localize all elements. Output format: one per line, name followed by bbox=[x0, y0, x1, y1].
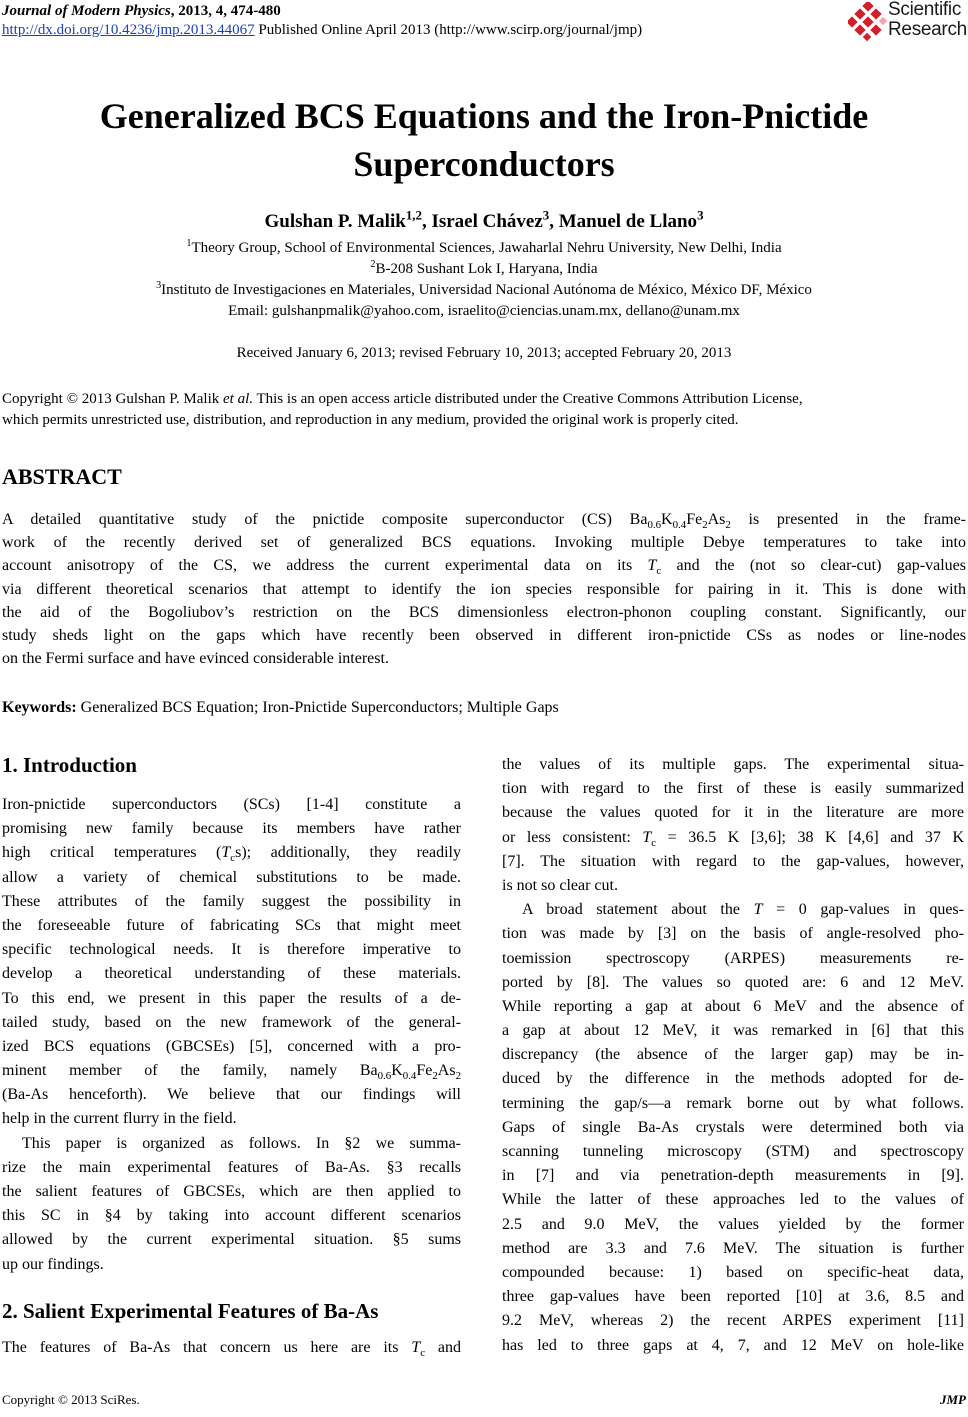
text-line: this SC in §4 by taking into account different scenarios bbox=[2, 1207, 461, 1225]
text-line: the foreseeable future of fabricating SCs that might meet bbox=[2, 916, 461, 934]
text-line: allowed by the current experimental situation. §5 sums bbox=[2, 1231, 461, 1249]
author-2: , Israel Chávez bbox=[421, 211, 543, 232]
text-line: the salient features of GBCSEs, which are then applied to bbox=[2, 1183, 461, 1200]
logo-line-2: Research bbox=[888, 19, 967, 40]
copyright-line-2: which permits unrestricted use, distribution, and reproduction in any medium, provided the original work is properly cited. bbox=[2, 412, 739, 428]
text-line: a gap at about 12 MeV, it was remarked in [6] that this bbox=[502, 1022, 964, 1040]
footer-copyright: Copyright © 2013 SciRes. bbox=[2, 1392, 140, 1407]
text-line: scanning tunneling microscopy (STM) and spectroscopy bbox=[502, 1143, 964, 1160]
text-line: (Ba-As henceforth). We believe that our findings will bbox=[2, 1086, 461, 1104]
text-line: 9.2 MeV, whereas 2) the recent ARPES experiment [11] bbox=[502, 1312, 964, 1330]
text-line: A broad statement about the T = 0 gap-values in ques- bbox=[522, 901, 964, 919]
copyright-line-1 bbox=[2, 389, 966, 410]
text-line: While the latter of these approaches led to the values of bbox=[502, 1191, 964, 1209]
keywords-text: Generalized BCS Equation; Iron-Pnictide Superconductors; Multiple Gaps bbox=[76, 699, 559, 716]
affiliation-3-sup: 3 bbox=[156, 280, 162, 291]
abstract-line: the aid of the Bogoliubov’s restriction on the BCS dimensionless electron-phonon coupling constant. Significantly, our bbox=[2, 603, 966, 621]
doi-line bbox=[2, 21, 642, 39]
abstract-line: work of the recently derived set of generalized BCS equations. Invoking multiple Debye temperatures to take into bbox=[2, 534, 966, 552]
text-line: 2.5 and 9.0 MeV, the values yielded by the former bbox=[502, 1215, 964, 1233]
received-dates: Received January 6, 2013; revised February 10, 2013; accepted February 20, 2013 bbox=[236, 345, 732, 361]
affiliation-2 bbox=[0, 259, 968, 280]
affiliation-2-text: B-208 Sushant Lok I, Haryana, India bbox=[375, 261, 598, 277]
published-online: Published Online April 2013 (http://www.scirp.org/journal/jmp) bbox=[254, 22, 643, 38]
author-3-affil: 3 bbox=[697, 207, 704, 223]
text-line: This paper is organized as follows. In §2 we summa- bbox=[22, 1134, 461, 1152]
text-line: rize the main experimental features of Ba-As. §3 recalls bbox=[2, 1158, 461, 1176]
abstract-line: via different theoretical scenarios that attempt to identify the ion species responsible for pairing in it. This is done with bbox=[2, 580, 966, 598]
paper-title bbox=[0, 92, 968, 188]
text-line: high critical temperatures $(T_cs)$; additionally, they readily bbox=[2, 844, 461, 865]
doi-link[interactable]: http://dx.doi.org/10.4236/jmp.2013.44067 bbox=[2, 22, 255, 38]
journal-issue: , 2013, 4, 474-480 bbox=[170, 3, 281, 19]
copyright-text-b: This is an open access article distributed under the Creative Commons Attribution License, bbox=[253, 391, 803, 407]
journal-name: Journal of Modern Physics bbox=[2, 3, 171, 19]
abstract-line: on the Fermi surface and have evinced considerable interest. bbox=[2, 650, 389, 668]
affiliation-3-text: Instituto de Investigaciones en Materiales, Universidad Nacional Autónoma de México, México DF, México bbox=[161, 282, 812, 298]
text-line: compounded because: 1) based on specific-heat data, bbox=[502, 1263, 964, 1281]
keywords-label: Keywords: bbox=[2, 699, 77, 716]
copyright-et-al: et al. bbox=[223, 391, 253, 407]
text-line: has led to three gaps at 4, 7, and 12 MeV on hole-like bbox=[502, 1336, 964, 1354]
abstract-line: A detailed quantitative study of the pnictide composite superconductor (CS) $Ba_{0.6}K_{0.4}Fe_2As_2$ is presented in the frame- bbox=[2, 511, 966, 532]
text-line: duced by the difference in the methods adopted for de- bbox=[502, 1070, 964, 1088]
affiliation-1 bbox=[0, 238, 968, 259]
text-line: because the values quoted for it in the literature are more bbox=[502, 804, 964, 822]
scientific-research-logo-icon bbox=[848, 2, 888, 42]
text-line: or less consistent: $T_c = 36.5$ K [3,6]; 38 K [4,6] and 37 K bbox=[502, 828, 965, 849]
text-line: Iron-pnictide superconductors (SCs) [1-4] constitute a bbox=[2, 796, 461, 813]
section-2-body bbox=[2, 1336, 461, 1360]
text-line: promising new family because its members have rather bbox=[2, 820, 461, 838]
text-line: up our findings. bbox=[2, 1255, 104, 1273]
text-line: develop a theoretical understanding of these materials. bbox=[2, 965, 461, 983]
affiliation-2-sup: 2 bbox=[370, 259, 376, 270]
section-1-heading: 1. Introduction bbox=[2, 753, 137, 777]
affiliation-1-text: Theory Group, School of Environmental Sciences, Jawaharlal Nehru University, New Delhi, India bbox=[191, 240, 782, 256]
text-line: discrepancy (the absence of the larger gap) may be in- bbox=[502, 1046, 964, 1064]
copyright-notice bbox=[2, 389, 966, 431]
text-line: Gaps of single Ba-As crystals were determined both via bbox=[502, 1118, 964, 1136]
text-line: allow a variety of chemical substitutions to be made. bbox=[2, 868, 461, 886]
text-line: tailed study, based on the new framework of the general- bbox=[2, 1013, 461, 1031]
text-line: [7]. The situation with regard to the gap-values, however, bbox=[502, 852, 964, 870]
text-line: minent member of the family, namely $Ba_{0.6}K_{0.4}Fe_2As_2$ bbox=[2, 1062, 461, 1083]
author-1-affil: 1,2 bbox=[405, 207, 422, 223]
text-line: in [7] and via penetration-depth measurements in [9]. bbox=[502, 1167, 964, 1185]
left-column bbox=[2, 793, 461, 1277]
text-line: method are 3.3 and 7.6 MeV. The situation is further bbox=[502, 1239, 964, 1257]
text-line: three gap-values have been reported [10] at 3.6, 8.5 and bbox=[502, 1288, 964, 1306]
footer-journal-abbrev: JMP bbox=[940, 1392, 966, 1407]
abstract-line: study sheds light on the gaps which have recently been observed in different iron-pnictide CSs as nodes or line-nodes bbox=[2, 626, 966, 644]
text-line: help in the current flurry in the field. bbox=[2, 1110, 237, 1128]
author-1: Gulshan P. Malik bbox=[264, 211, 406, 232]
abstract-line: account anisotropy of the CS, we address the current experimental data on its $T_c$ and the (not so clear-cut) gap-values bbox=[2, 557, 967, 578]
title-line-2: Superconductors bbox=[353, 144, 615, 184]
affiliation-3 bbox=[0, 280, 968, 301]
abstract-heading: ABSTRACT bbox=[2, 464, 122, 489]
logo-text bbox=[888, 0, 967, 40]
text-line: While reporting a gap at about 6 MeV and the absence of bbox=[502, 997, 964, 1015]
text-line: tion with regard to the first of these is easily summarized bbox=[502, 780, 964, 798]
author-emails: Email: gulshanpmalik@yahoo.com, israelito@ciencias.unam.mx, dellano@unam.mx bbox=[228, 303, 740, 319]
affiliation-1-sup: 1 bbox=[186, 238, 192, 249]
author-3: , Manuel de Llano bbox=[549, 211, 698, 232]
logo-line-1: Scientific bbox=[888, 0, 962, 20]
copyright-text-a: Copyright © 2013 Gulshan P. Malik bbox=[2, 391, 223, 407]
right-column bbox=[502, 753, 964, 1358]
text-line: is not so clear cut. bbox=[502, 876, 618, 894]
publisher-logo bbox=[848, 0, 968, 44]
text-line: the values of its multiple gaps. The experimental situa- bbox=[502, 756, 964, 773]
authors bbox=[0, 207, 968, 233]
title-line-1: Generalized BCS Equations and the Iron-Pnictide bbox=[99, 96, 869, 136]
text-line: ized BCS equations (GBCSEs) [5], concerned with a pro- bbox=[2, 1037, 461, 1055]
keywords bbox=[2, 697, 966, 719]
text-line: The features of Ba-As that concern us here are its $T_c$ and bbox=[2, 1339, 462, 1360]
text-line: tion was made by [3] on the basis of angle-resolved pho- bbox=[502, 925, 964, 943]
author-2-affil: 3 bbox=[542, 207, 550, 223]
text-line: These attributes of the family suggest the possibility in bbox=[2, 892, 461, 910]
journal-header bbox=[2, 2, 281, 20]
text-line: termining the gap/s—a remark borne out by what follows. bbox=[502, 1094, 964, 1112]
text-line: specific technological needs. It is therefore imperative to bbox=[2, 941, 461, 959]
text-line: toemission spectroscopy (ARPES) measurements re- bbox=[502, 949, 964, 967]
abstract-body bbox=[2, 508, 966, 670]
section-2-heading: 2. Salient Experimental Features of Ba-As bbox=[2, 1299, 379, 1323]
text-line: To this end, we present in this paper the results of a de- bbox=[2, 989, 461, 1007]
text-line: ported by [8]. The values so quoted are: 6 and 12 MeV. bbox=[502, 973, 964, 991]
